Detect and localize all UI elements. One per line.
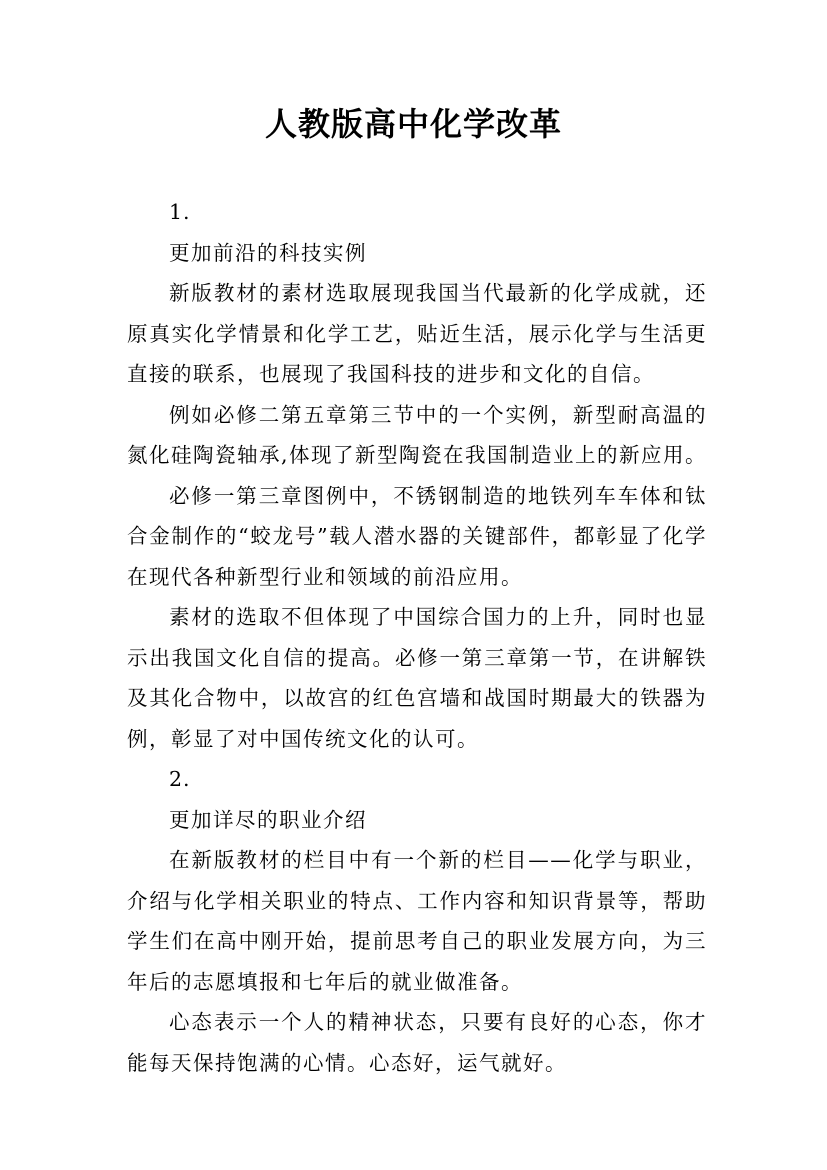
section-heading: 更加前沿的科技实例 [169, 240, 367, 265]
paragraph: 新版教材的素材选取展现我国当代最新的化学成就，还原真实化学情景和化学工艺，贴近生活，展示化学与生活更直接的联系，也展现了我国科技的进步和文化的自信。 [127, 281, 707, 386]
paragraph: 素材的选取不但体现了中国综合国力的上升，同时也显示出我国文化自信的提高。必修一第三章第一节，在讲解铁及其化合物中，以故宫的红色宫墙和战国时期最大的铁器为例，彰显了对中国传统文化的认可。 [127, 605, 707, 751]
section-heading: 更加详尽的职业介绍 [169, 807, 367, 832]
paragraph: 在新版教材的栏目中有一个新的栏目——化学与职业，介绍与化学相关职业的特点、工作内容和知识背景等，帮助学生们在高中刚开始，提前思考自己的职业发展方向，为三年后的志愿填报和七年后的就业做准备。 [127, 848, 707, 994]
paragraph: 例如必修二第五章第三节中的一个实例，新型耐高温的氮化硅陶瓷轴承,体现了新型陶瓷在我国制造业上的新应用。 [127, 402, 708, 467]
section-number: 1. [169, 200, 191, 224]
paragraph: 必修一第三章图例中，不锈钢制造的地铁列车车体和钛合金制作的“蛟龙号”载人潜水器的关键部件，都彰显了化学在现代各种新型行业和领域的前沿应用。 [127, 483, 707, 589]
paragraph: 心态表示一个人的精神状态，只要有良好的心态，你才能每天保持饱满的心情。心态好，运气就好。 [127, 1010, 707, 1075]
section-number: 2. [169, 767, 191, 791]
document-body [127, 192, 707, 1083]
document-title: 人教版高中化学改革 [264, 105, 562, 143]
